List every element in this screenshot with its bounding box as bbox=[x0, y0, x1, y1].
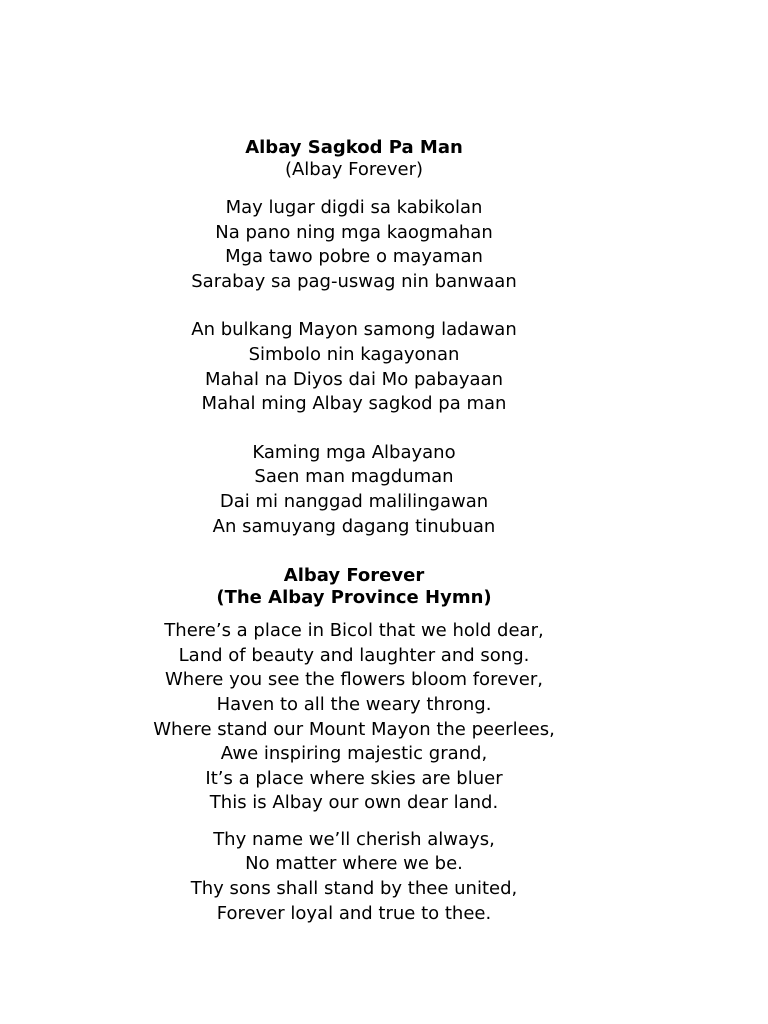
lyric-line: There’s a place in Bicol that we hold dear, bbox=[164, 620, 544, 642]
lyric-line: This is Albay our own dear land. bbox=[209, 792, 499, 814]
stanza-bikol-1 bbox=[0, 196, 708, 294]
lyric-line: Forever loyal and true to thee. bbox=[216, 902, 492, 924]
lyric-line: Thy name we’ll cherish always, bbox=[213, 828, 495, 850]
lyric-line: Sarabay sa pag-uswag nin banwaan bbox=[191, 270, 517, 292]
lyric-line: Na pano ning mga kaogmahan bbox=[215, 221, 493, 243]
song-subtitle-bikol: (Albay Forever) bbox=[284, 159, 424, 180]
lyric-line: Kaming mga Albayano bbox=[252, 441, 456, 463]
lyric-line: It’s a place where skies are bluer bbox=[205, 767, 503, 789]
song-title-bikol: Albay Sagkod Pa Man bbox=[245, 137, 463, 158]
stanza-bikol-2 bbox=[0, 318, 708, 416]
lyric-line: Where you see the flowers bloom forever, bbox=[164, 669, 544, 691]
lyric-line: Where stand our Mount Mayon the peerlees, bbox=[153, 718, 555, 740]
lyric-line: Awe inspiring majestic grand, bbox=[220, 743, 488, 765]
lyric-line: Mga tawo pobre o mayaman bbox=[225, 246, 483, 268]
lyric-line: No matter where we be. bbox=[245, 853, 463, 875]
lyrics-document bbox=[0, 137, 708, 926]
lyric-line: Dai mi nanggad malilingawan bbox=[219, 490, 489, 512]
lyric-line: Mahal na Diyos dai Mo pabayaan bbox=[205, 368, 503, 390]
lyric-line: Saen man magduman bbox=[254, 466, 454, 488]
lyric-line: Haven to all the weary throng. bbox=[216, 693, 492, 715]
stanza-english-2 bbox=[0, 828, 708, 926]
song-subtitle-english: (The Albay Province Hymn) bbox=[216, 587, 492, 609]
lyric-line: Mahal ming Albay sagkod pa man bbox=[201, 393, 507, 415]
song-title-english: Albay Forever bbox=[283, 565, 425, 587]
lyric-line: An bulkang Mayon samong ladawan bbox=[191, 319, 517, 341]
stanza-bikol-3 bbox=[0, 441, 708, 539]
lyric-line: Land of beauty and laughter and song. bbox=[178, 644, 530, 666]
lyric-line: An samuyang dagang tinubuan bbox=[212, 515, 496, 537]
stanza-english-1 bbox=[0, 619, 708, 816]
lyric-line: Thy sons shall stand by thee united, bbox=[190, 878, 518, 900]
lyric-line: Simbolo nin kagayonan bbox=[248, 343, 460, 365]
lyric-line: May lugar digdi sa kabikolan bbox=[225, 197, 483, 218]
